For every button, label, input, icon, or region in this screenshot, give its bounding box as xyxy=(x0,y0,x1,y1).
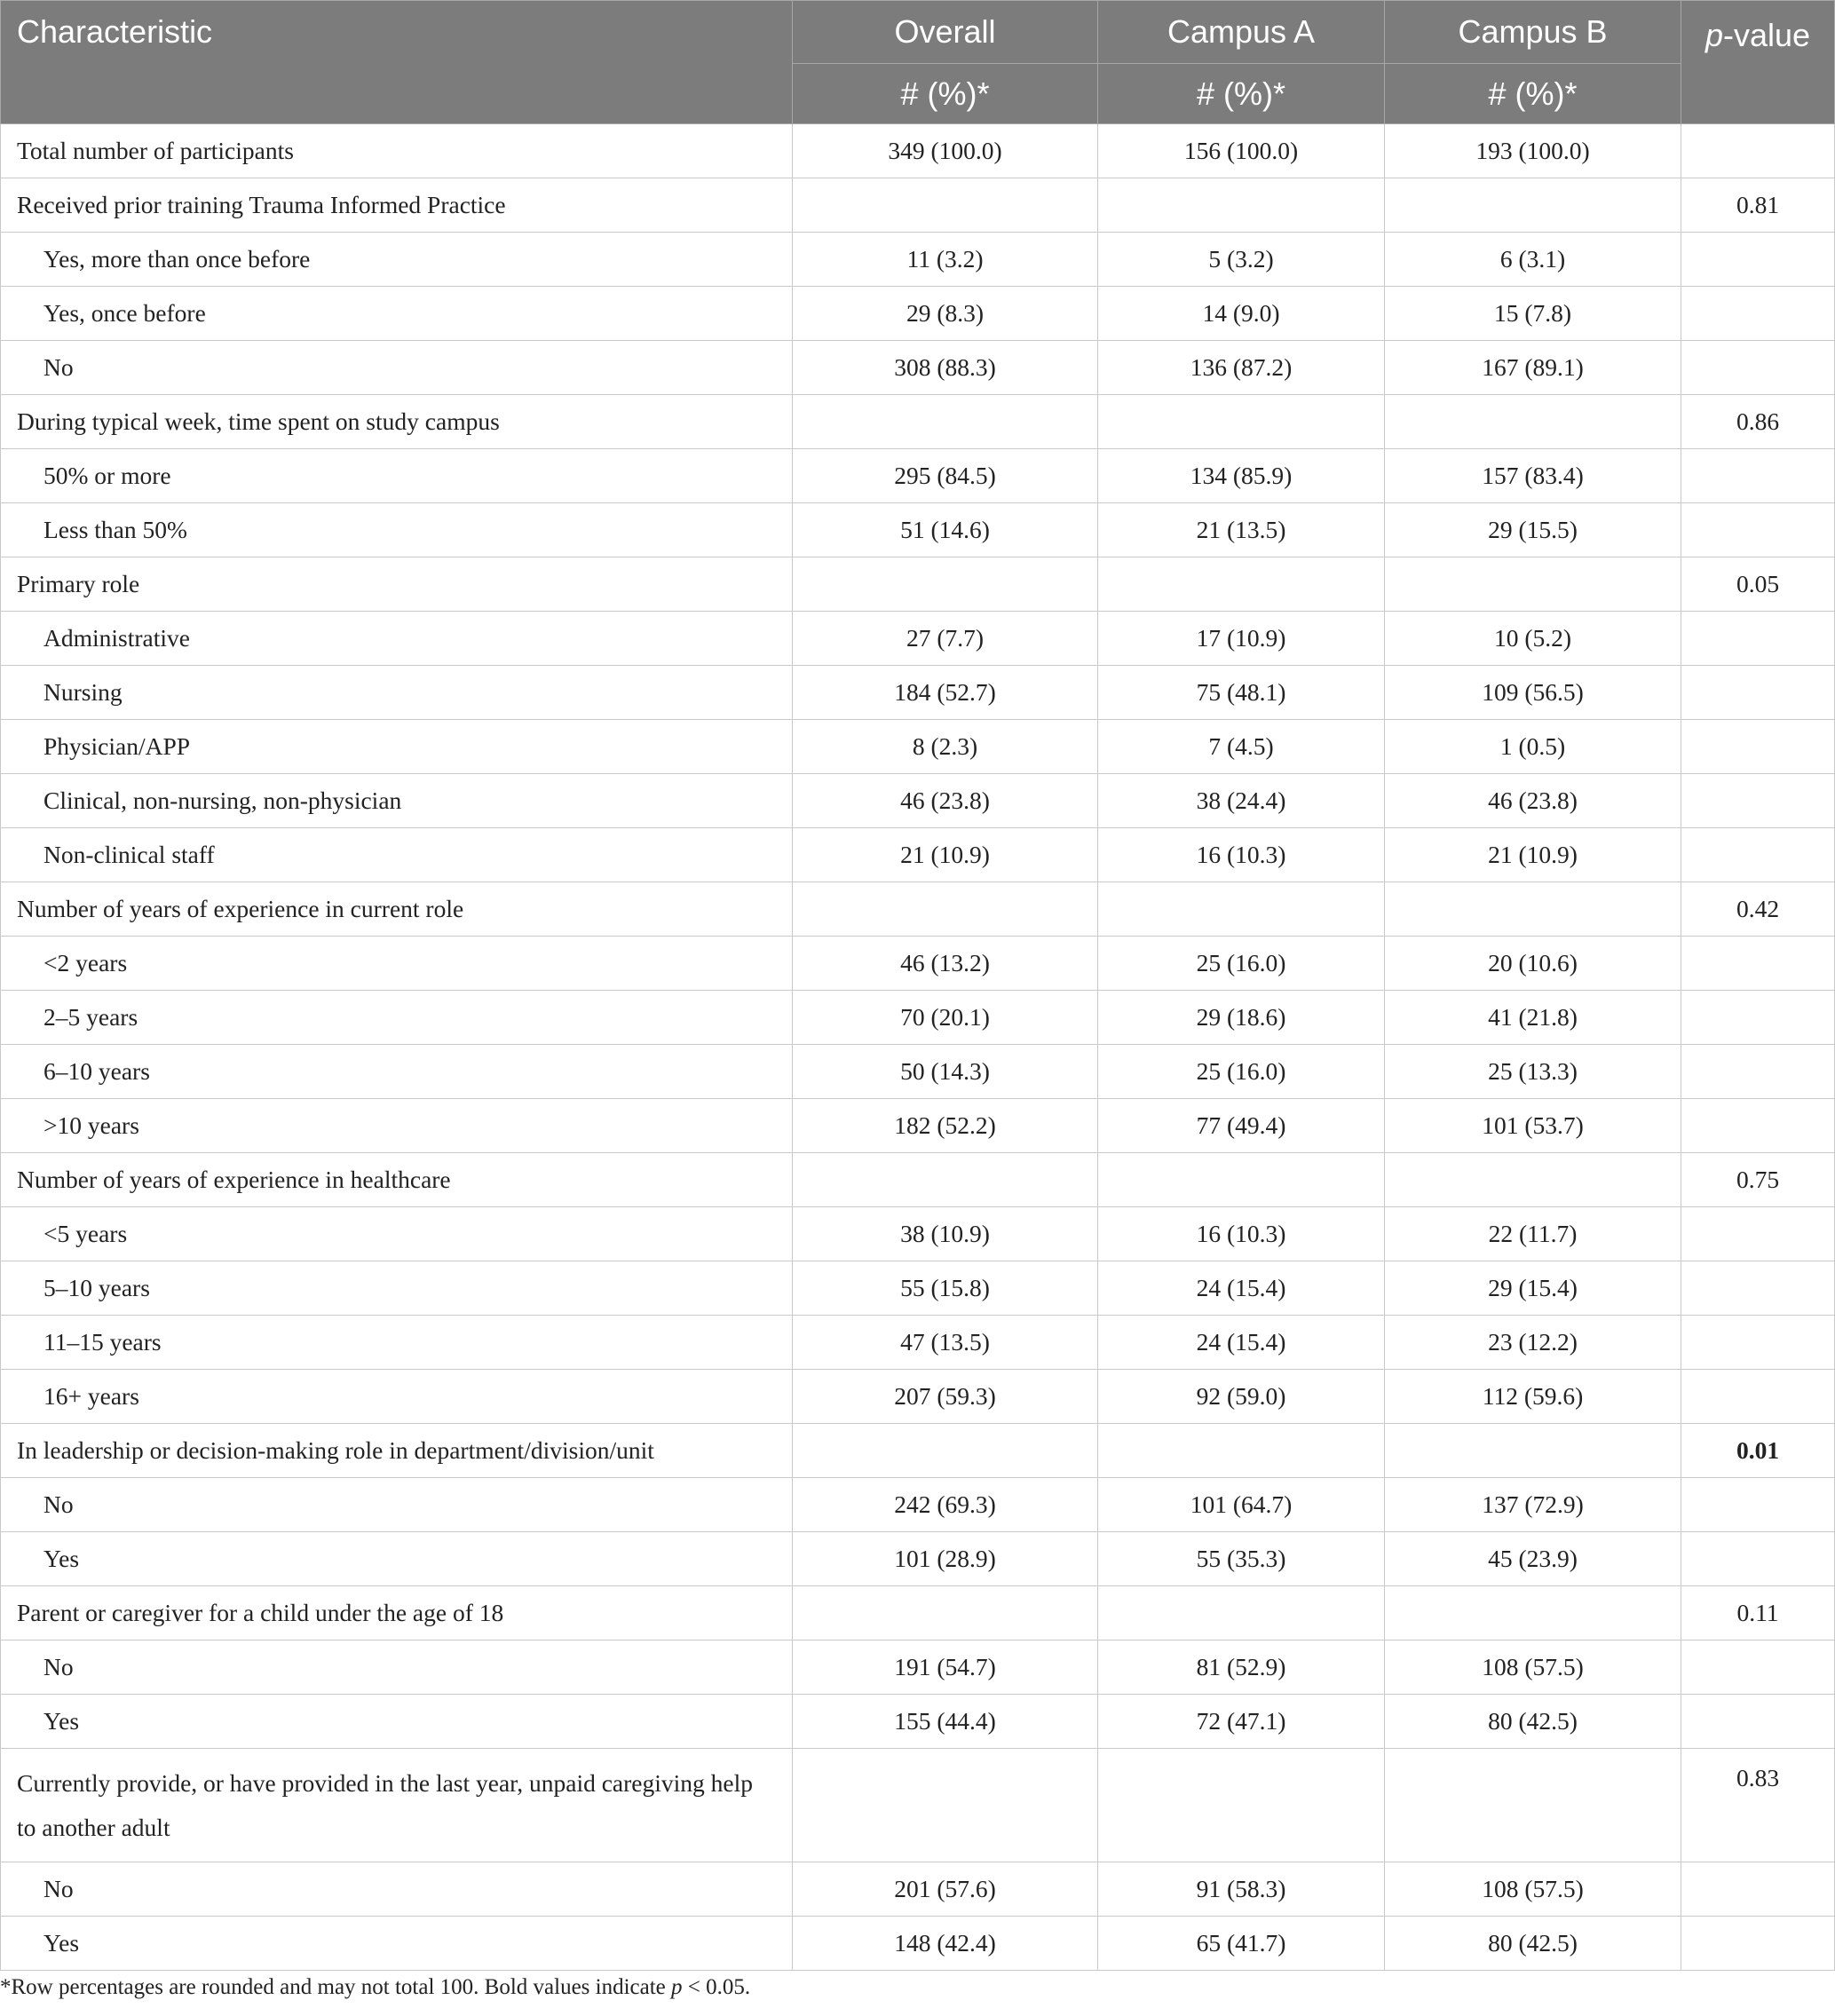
table-row-group xyxy=(1,1424,1835,1478)
cell-campus-b xyxy=(1385,1749,1681,1862)
cell-pvalue xyxy=(1681,1045,1835,1099)
cell-pvalue: 0.81 xyxy=(1681,178,1835,233)
cell-overall xyxy=(793,557,1098,612)
cell-overall: 101 (28.9) xyxy=(793,1532,1098,1586)
table-row-sub xyxy=(1,1099,1835,1153)
cell-campus-a: 156 (100.0) xyxy=(1098,124,1385,178)
cell-campus-b: 22 (11.7) xyxy=(1385,1207,1681,1261)
cell-pvalue: 0.05 xyxy=(1681,557,1835,612)
cell-overall xyxy=(793,1586,1098,1640)
cell-campus-a: 81 (52.9) xyxy=(1098,1640,1385,1695)
table-row-sub xyxy=(1,1532,1835,1586)
cell-campus-a: 24 (15.4) xyxy=(1098,1316,1385,1370)
cell-campus-b: 137 (72.9) xyxy=(1385,1478,1681,1532)
cell-overall: 46 (23.8) xyxy=(793,774,1098,828)
cell-overall: 70 (20.1) xyxy=(793,991,1098,1045)
cell-pvalue xyxy=(1681,937,1835,991)
cell-pvalue xyxy=(1681,1695,1835,1749)
cell-characteristic: No xyxy=(1,341,793,395)
cell-campus-a: 21 (13.5) xyxy=(1098,503,1385,557)
table-row-sub xyxy=(1,1045,1835,1099)
cell-overall: 8 (2.3) xyxy=(793,720,1098,774)
cell-campus-b: 6 (3.1) xyxy=(1385,233,1681,287)
cell-pvalue: 0.83 xyxy=(1681,1749,1835,1862)
table-row-sub xyxy=(1,1261,1835,1316)
cell-characteristic: Non-clinical staff xyxy=(1,828,793,882)
cell-overall: 27 (7.7) xyxy=(793,612,1098,666)
cell-characteristic: Yes xyxy=(1,1532,793,1586)
cell-campus-b: 108 (57.5) xyxy=(1385,1640,1681,1695)
cell-pvalue xyxy=(1681,1370,1835,1424)
cell-overall: 182 (52.2) xyxy=(793,1099,1098,1153)
cell-campus-a: 91 (58.3) xyxy=(1098,1862,1385,1917)
cell-campus-a: 55 (35.3) xyxy=(1098,1532,1385,1586)
cell-campus-b: 25 (13.3) xyxy=(1385,1045,1681,1099)
cell-campus-a: 7 (4.5) xyxy=(1098,720,1385,774)
cell-campus-b: 46 (23.8) xyxy=(1385,774,1681,828)
cell-pvalue: 0.11 xyxy=(1681,1586,1835,1640)
cell-pvalue xyxy=(1681,1640,1835,1695)
table-row-group xyxy=(1,882,1835,937)
cell-campus-a: 17 (10.9) xyxy=(1098,612,1385,666)
cell-overall: 47 (13.5) xyxy=(793,1316,1098,1370)
cell-characteristic: Administrative xyxy=(1,612,793,666)
cell-pvalue xyxy=(1681,233,1835,287)
cell-pvalue xyxy=(1681,341,1835,395)
cell-characteristic: Number of years of experience in healthcare xyxy=(1,1153,793,1207)
cell-overall xyxy=(793,1424,1098,1478)
cell-overall: 184 (52.7) xyxy=(793,666,1098,720)
cell-pvalue xyxy=(1681,1099,1835,1153)
cell-campus-a: 24 (15.4) xyxy=(1098,1261,1385,1316)
header-campus-a: Campus A xyxy=(1098,1,1385,64)
cell-campus-b: 29 (15.5) xyxy=(1385,503,1681,557)
cell-campus-b: 45 (23.9) xyxy=(1385,1532,1681,1586)
cell-characteristic: 11–15 years xyxy=(1,1316,793,1370)
cell-characteristic: Number of years of experience in current role xyxy=(1,882,793,937)
table-row-group xyxy=(1,557,1835,612)
table-row-sub xyxy=(1,1478,1835,1532)
table-row-group xyxy=(1,1749,1835,1862)
cell-overall xyxy=(793,1749,1098,1862)
cell-overall xyxy=(793,1153,1098,1207)
cell-characteristic: 6–10 years xyxy=(1,1045,793,1099)
table-row-sub xyxy=(1,1917,1835,1971)
cell-pvalue xyxy=(1681,991,1835,1045)
cell-campus-a: 134 (85.9) xyxy=(1098,449,1385,503)
table-row-sub xyxy=(1,991,1835,1045)
cell-pvalue: 0.42 xyxy=(1681,882,1835,937)
cell-campus-a xyxy=(1098,1586,1385,1640)
subheader-campus-b: # (%)* xyxy=(1385,64,1681,124)
cell-overall: 308 (88.3) xyxy=(793,341,1098,395)
header-characteristic: Characteristic xyxy=(1,1,793,124)
cell-campus-a: 92 (59.0) xyxy=(1098,1370,1385,1424)
cell-overall xyxy=(793,395,1098,449)
header-overall: Overall xyxy=(793,1,1098,64)
cell-campus-a: 14 (9.0) xyxy=(1098,287,1385,341)
cell-campus-b: 1 (0.5) xyxy=(1385,720,1681,774)
table-row-sub xyxy=(1,937,1835,991)
cell-campus-b: 108 (57.5) xyxy=(1385,1862,1681,1917)
cell-overall: 11 (3.2) xyxy=(793,233,1098,287)
cell-overall: 55 (15.8) xyxy=(793,1261,1098,1316)
cell-overall xyxy=(793,882,1098,937)
cell-pvalue xyxy=(1681,449,1835,503)
table-row-group xyxy=(1,1586,1835,1640)
cell-characteristic: Currently provide, or have provided in the last year, unpaid caregiving help to another adult xyxy=(1,1749,793,1862)
header-pvalue xyxy=(1681,1,1835,124)
cell-overall: 148 (42.4) xyxy=(793,1917,1098,1971)
table-row-group xyxy=(1,395,1835,449)
cell-characteristic: Yes, more than once before xyxy=(1,233,793,287)
cell-campus-b: 101 (53.7) xyxy=(1385,1099,1681,1153)
cell-campus-a: 75 (48.1) xyxy=(1098,666,1385,720)
cell-campus-b: 80 (42.5) xyxy=(1385,1695,1681,1749)
cell-characteristic: No xyxy=(1,1862,793,1917)
table-footnote xyxy=(0,1975,750,2000)
cell-pvalue xyxy=(1681,774,1835,828)
footnote-p: p xyxy=(671,1975,683,1999)
cell-campus-a xyxy=(1098,557,1385,612)
cell-characteristic: Nursing xyxy=(1,666,793,720)
header-pvalue-p: p xyxy=(1704,17,1723,53)
cell-campus-a xyxy=(1098,1424,1385,1478)
cell-campus-a: 72 (47.1) xyxy=(1098,1695,1385,1749)
cell-characteristic: Primary role xyxy=(1,557,793,612)
cell-pvalue xyxy=(1681,1207,1835,1261)
cell-overall: 46 (13.2) xyxy=(793,937,1098,991)
table-row-sub xyxy=(1,828,1835,882)
header-pvalue-rest: -value xyxy=(1722,17,1811,53)
cell-pvalue xyxy=(1681,1261,1835,1316)
cell-campus-b xyxy=(1385,1586,1681,1640)
cell-campus-a xyxy=(1098,1153,1385,1207)
cell-pvalue xyxy=(1681,828,1835,882)
cell-campus-b xyxy=(1385,178,1681,233)
cell-campus-b: 21 (10.9) xyxy=(1385,828,1681,882)
cell-overall: 242 (69.3) xyxy=(793,1478,1098,1532)
cell-overall: 29 (8.3) xyxy=(793,287,1098,341)
cell-pvalue xyxy=(1681,1478,1835,1532)
table-row-group xyxy=(1,178,1835,233)
cell-campus-a: 101 (64.7) xyxy=(1098,1478,1385,1532)
table-row-sub xyxy=(1,612,1835,666)
header-campus-b: Campus B xyxy=(1385,1,1681,64)
cell-campus-a xyxy=(1098,1749,1385,1862)
cell-campus-a: 16 (10.3) xyxy=(1098,1207,1385,1261)
cell-characteristic: During typical week, time spent on study campus xyxy=(1,395,793,449)
cell-characteristic: No xyxy=(1,1640,793,1695)
cell-overall: 207 (59.3) xyxy=(793,1370,1098,1424)
subheader-overall: # (%)* xyxy=(793,64,1098,124)
cell-pvalue xyxy=(1681,612,1835,666)
cell-pvalue xyxy=(1681,720,1835,774)
cell-campus-b xyxy=(1385,882,1681,937)
cell-characteristic: 2–5 years xyxy=(1,991,793,1045)
cell-overall: 191 (54.7) xyxy=(793,1640,1098,1695)
table-row-sub xyxy=(1,1370,1835,1424)
cell-pvalue: 0.01 xyxy=(1681,1424,1835,1478)
cell-characteristic: Total number of participants xyxy=(1,124,793,178)
cell-campus-b: 41 (21.8) xyxy=(1385,991,1681,1045)
table-row-sub xyxy=(1,1695,1835,1749)
cell-overall: 201 (57.6) xyxy=(793,1862,1098,1917)
cell-characteristic: Less than 50% xyxy=(1,503,793,557)
cell-characteristic: Physician/APP xyxy=(1,720,793,774)
cell-characteristic: Yes xyxy=(1,1695,793,1749)
cell-overall: 295 (84.5) xyxy=(793,449,1098,503)
cell-overall xyxy=(793,178,1098,233)
cell-campus-b xyxy=(1385,395,1681,449)
cell-campus-b xyxy=(1385,1153,1681,1207)
cell-campus-a xyxy=(1098,178,1385,233)
footnote-text: *Row percentages are rounded and may not total 100. Bold values indicate xyxy=(0,1975,672,1999)
cell-campus-a xyxy=(1098,395,1385,449)
cell-overall: 50 (14.3) xyxy=(793,1045,1098,1099)
table-row-sub xyxy=(1,1862,1835,1917)
cell-characteristic: In leadership or decision-making role in department/division/unit xyxy=(1,1424,793,1478)
cell-campus-b: 109 (56.5) xyxy=(1385,666,1681,720)
cell-campus-b: 193 (100.0) xyxy=(1385,124,1681,178)
cell-pvalue xyxy=(1681,287,1835,341)
cell-campus-b xyxy=(1385,1424,1681,1478)
subheader-campus-a: # (%)* xyxy=(1098,64,1385,124)
cell-campus-a: 136 (87.2) xyxy=(1098,341,1385,395)
cell-campus-a: 25 (16.0) xyxy=(1098,1045,1385,1099)
table-row-sub xyxy=(1,1316,1835,1370)
table-header xyxy=(1,1,1835,124)
cell-pvalue xyxy=(1681,1862,1835,1917)
cell-overall: 155 (44.4) xyxy=(793,1695,1098,1749)
cell-pvalue xyxy=(1681,124,1835,178)
cell-campus-a: 65 (41.7) xyxy=(1098,1917,1385,1971)
table-row-sub xyxy=(1,449,1835,503)
cell-characteristic: <2 years xyxy=(1,937,793,991)
footnote-tail: < 0.05. xyxy=(682,1975,751,1999)
cell-characteristic: Yes xyxy=(1,1917,793,1971)
cell-characteristic: Clinical, non-nursing, non-physician xyxy=(1,774,793,828)
cell-campus-a: 29 (18.6) xyxy=(1098,991,1385,1045)
cell-pvalue xyxy=(1681,503,1835,557)
header-row xyxy=(1,1,1835,64)
cell-pvalue xyxy=(1681,1917,1835,1971)
table-row-sub xyxy=(1,503,1835,557)
cell-campus-a xyxy=(1098,882,1385,937)
cell-overall: 51 (14.6) xyxy=(793,503,1098,557)
table-row-sub xyxy=(1,341,1835,395)
table-row-sub xyxy=(1,1640,1835,1695)
cell-characteristic: 5–10 years xyxy=(1,1261,793,1316)
cell-characteristic: 16+ years xyxy=(1,1370,793,1424)
cell-campus-b: 23 (12.2) xyxy=(1385,1316,1681,1370)
table-body xyxy=(1,124,1835,1971)
table-row-sub xyxy=(1,233,1835,287)
cell-campus-a: 38 (24.4) xyxy=(1098,774,1385,828)
cell-characteristic: Yes, once before xyxy=(1,287,793,341)
cell-pvalue xyxy=(1681,1532,1835,1586)
cell-pvalue: 0.75 xyxy=(1681,1153,1835,1207)
cell-campus-b: 157 (83.4) xyxy=(1385,449,1681,503)
table-row-sub xyxy=(1,287,1835,341)
cell-campus-b: 10 (5.2) xyxy=(1385,612,1681,666)
cell-overall: 38 (10.9) xyxy=(793,1207,1098,1261)
table-row-sub xyxy=(1,774,1835,828)
cell-characteristic: No xyxy=(1,1478,793,1532)
cell-campus-a: 16 (10.3) xyxy=(1098,828,1385,882)
cell-characteristic: 50% or more xyxy=(1,449,793,503)
table-row-group xyxy=(1,1153,1835,1207)
cell-characteristic: >10 years xyxy=(1,1099,793,1153)
cell-campus-b: 80 (42.5) xyxy=(1385,1917,1681,1971)
cell-campus-a: 5 (3.2) xyxy=(1098,233,1385,287)
cell-characteristic: <5 years xyxy=(1,1207,793,1261)
table-row-sub xyxy=(1,1207,1835,1261)
cell-campus-b: 29 (15.4) xyxy=(1385,1261,1681,1316)
cell-characteristic: Received prior training Trauma Informed Practice xyxy=(1,178,793,233)
cell-overall: 21 (10.9) xyxy=(793,828,1098,882)
cell-campus-b xyxy=(1385,557,1681,612)
table-row-sub xyxy=(1,720,1835,774)
table-row-group xyxy=(1,124,1835,178)
cell-pvalue xyxy=(1681,666,1835,720)
table-row-sub xyxy=(1,666,1835,720)
cell-campus-a: 77 (49.4) xyxy=(1098,1099,1385,1153)
cell-campus-b: 167 (89.1) xyxy=(1385,341,1681,395)
cell-pvalue xyxy=(1681,1316,1835,1370)
cell-pvalue: 0.86 xyxy=(1681,395,1835,449)
cell-characteristic: Parent or caregiver for a child under the age of 18 xyxy=(1,1586,793,1640)
cell-campus-b: 15 (7.8) xyxy=(1385,287,1681,341)
cell-campus-a: 25 (16.0) xyxy=(1098,937,1385,991)
cell-campus-b: 112 (59.6) xyxy=(1385,1370,1681,1424)
cell-campus-b: 20 (10.6) xyxy=(1385,937,1681,991)
cell-overall: 349 (100.0) xyxy=(793,124,1098,178)
